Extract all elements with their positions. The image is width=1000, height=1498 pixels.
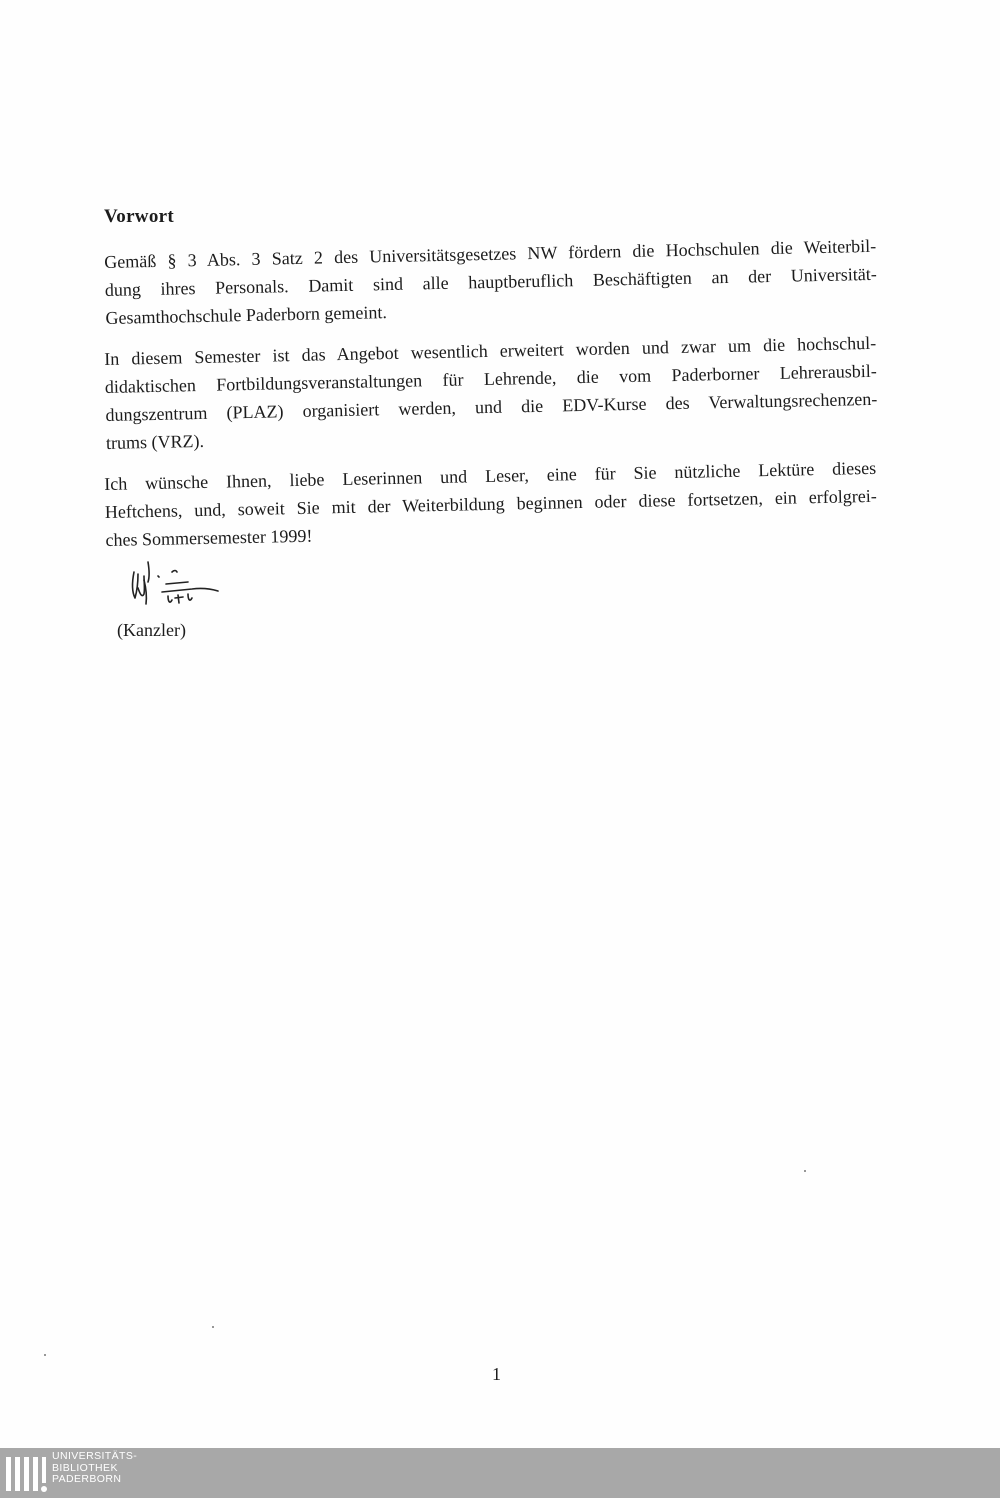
library-logo-icon — [4, 1453, 48, 1495]
paragraph-line: trums (VRZ). — [105, 430, 205, 453]
library-footer-bar — [0, 1448, 1000, 1498]
paragraph-line: ches Sommersemester 1999! — [105, 525, 313, 550]
scan-speck — [212, 1326, 214, 1328]
paragraph-1 — [104, 232, 878, 332]
signatory-title: (Kanzler) — [117, 620, 186, 640]
paragraph-line: Gemäß § 3 Abs. 3 Satz 2 des Universitätsgesetzes NW fördern die Hochschulen die Weiterbil- — [104, 235, 877, 272]
library-name-line: PADERBORN — [52, 1473, 122, 1485]
paragraph-3 — [104, 454, 878, 554]
paragraph-line: dungszentrum (PLAZ) organisiert werden, und die EDV-Kurse des Verwaltungsrechenzen- — [105, 388, 878, 425]
signature-image — [128, 558, 228, 616]
paragraph-line: In diesem Semester ist das Angebot wesentlich erweitert worden und zwar um die hochschul- — [104, 332, 877, 369]
paragraph-line: didaktischen Fortbildungsveranstaltungen für Lehrende, die vom Paderborner Lehrerausbil- — [104, 360, 877, 397]
paragraph-line: Ich wünsche Ihnen, liebe Leserinnen und Leser, eine für Sie nützliche Lektüre dieses — [104, 457, 877, 494]
paragraph-line: Heftchens, und, soweit Sie mit der Weiterbildung beginnen oder diese fortsetzen, ein erfolgrei- — [104, 485, 877, 522]
scan-speck — [44, 1354, 46, 1356]
document-heading: Vorwort — [104, 206, 174, 227]
library-name-line: UNIVERSITÄTS- — [52, 1450, 138, 1462]
library-name — [52, 1451, 137, 1486]
page-number: 1 — [492, 1364, 501, 1384]
paragraph-line: dung ihres Personals. Damit sind alle hauptberuflich Beschäftigten an der Universität- — [104, 263, 877, 300]
paragraph-line: Gesamthochschule Paderborn gemeint. — [105, 302, 388, 328]
paragraph-2 — [104, 329, 878, 457]
library-name-line: BIBLIOTHEK — [52, 1461, 118, 1474]
scan-speck — [804, 1170, 806, 1172]
